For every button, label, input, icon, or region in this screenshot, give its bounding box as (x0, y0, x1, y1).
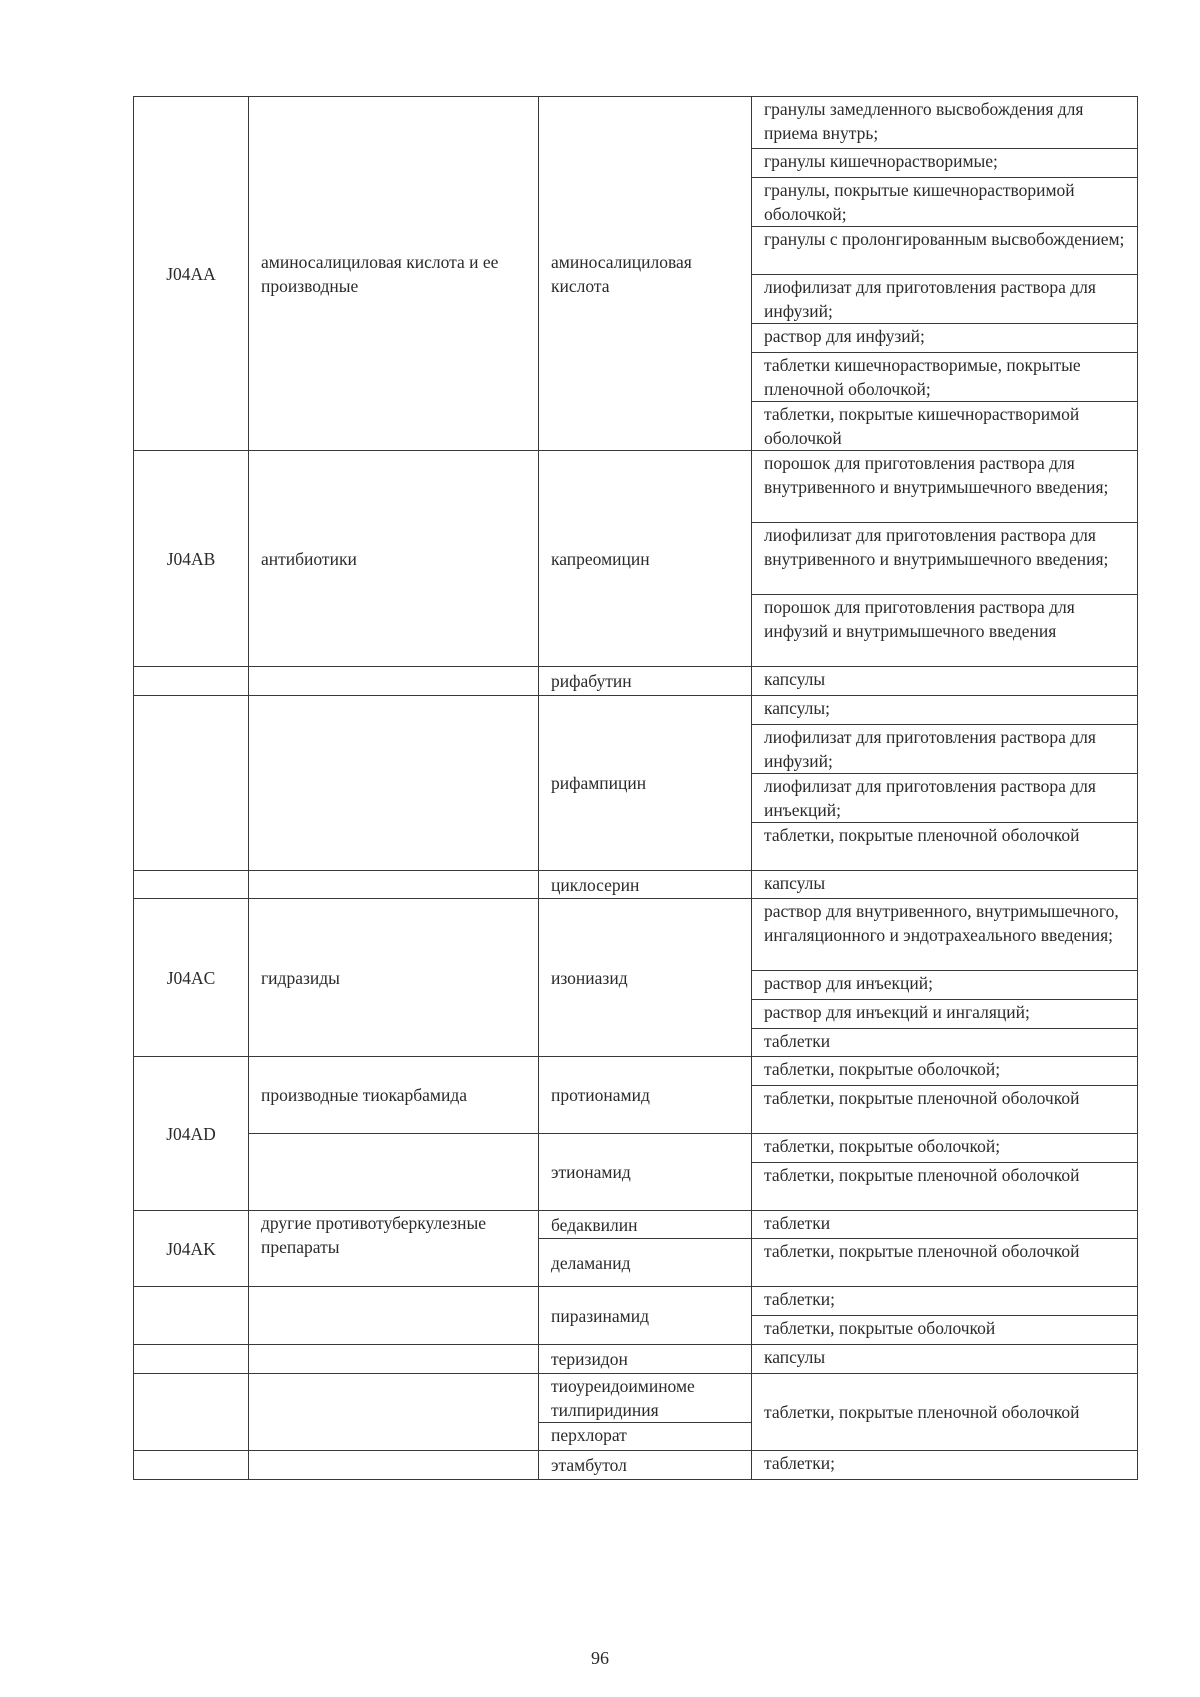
group-name (249, 1374, 539, 1451)
dosage-form: капсулы (752, 1345, 1138, 1374)
group-name: гидразиды (249, 899, 539, 1057)
dosage-form: порошок для приготовления раствора для внутривенного и внутримышечного введения; (752, 451, 1138, 523)
drug-name: изониазид (539, 899, 752, 1057)
dosage-form: таблетки кишечнорастворимые, покрытые пленочной оболочкой; (752, 353, 1138, 402)
drug-name: бедаквилин (539, 1211, 752, 1239)
drug-name: рифабутин (539, 667, 752, 696)
dosage-form: капсулы; (752, 696, 1138, 725)
dosage-form: раствор для инъекций и ингаляций; (752, 1000, 1138, 1029)
dosage-form: гранулы кишечнорастворимые; (752, 149, 1138, 178)
drug-name: аминосалициловая кислота (539, 97, 752, 451)
dosage-form: таблетки; (752, 1287, 1138, 1316)
page-number: 96 (591, 1648, 609, 1668)
drug-name: рифампицин (539, 696, 752, 871)
dosage-form: таблетки (752, 1029, 1138, 1057)
dosage-form: лиофилизат для приготовления раствора для внутривенного и внутримышечного введения; (752, 523, 1138, 595)
group-name: антибиотики (249, 451, 539, 667)
dosage-form: гранулы, покрытые кишечнорастворимой оболочкой; (752, 178, 1138, 227)
drug-name-part-1: тиоуреидоиминоме тилпиридиния (539, 1374, 752, 1423)
dosage-form: таблетки, покрытые оболочкой; (752, 1134, 1138, 1163)
group-name: другие противотуберкулезные препараты (249, 1211, 539, 1287)
atc-code (134, 1374, 249, 1451)
group-name (249, 667, 539, 696)
atc-code (134, 871, 249, 899)
dosage-form: таблетки, покрытые пленочной оболочкой (752, 1374, 1138, 1451)
atc-code (134, 1451, 249, 1480)
dosage-form: таблетки, покрытые пленочной оболочкой (752, 823, 1138, 871)
group-name (249, 696, 539, 871)
atc-code: J04AD (134, 1057, 249, 1211)
drug-name: протионамид (539, 1057, 752, 1134)
drug-name: теризидон (539, 1345, 752, 1374)
atc-code: J04AA (134, 97, 249, 451)
dosage-form: таблетки (752, 1211, 1138, 1239)
drug-name: капреомицин (539, 451, 752, 667)
dosage-form: гранулы с пролонгированным высвобождением; (752, 227, 1138, 275)
dosage-form: раствор для инъекций; (752, 971, 1138, 1000)
atc-code (134, 667, 249, 696)
group-name (249, 1287, 539, 1345)
drug-table (133, 96, 1138, 1480)
dosage-form: лиофилизат для приготовления раствора для инъекций; (752, 774, 1138, 823)
dosage-form: лиофилизат для приготовления раствора для инфузий; (752, 275, 1138, 324)
group-name (249, 1345, 539, 1374)
dosage-form: таблетки; (752, 1451, 1138, 1480)
dosage-form: капсулы (752, 871, 1138, 899)
dosage-form: гранулы замедленного высвобождения для приема внутрь; (752, 97, 1138, 149)
dosage-form: таблетки, покрытые пленочной оболочкой (752, 1163, 1138, 1211)
dosage-form: раствор для инфузий; (752, 324, 1138, 353)
drug-name: этионамид (539, 1134, 752, 1211)
atc-code: J04AB (134, 451, 249, 667)
atc-code (134, 1287, 249, 1345)
drug-name: пиразинамид (539, 1287, 752, 1345)
dosage-form: таблетки, покрытые пленочной оболочкой (752, 1086, 1138, 1134)
drug-name: деламанид (539, 1239, 752, 1287)
drug-name: циклосерин (539, 871, 752, 899)
drug-name: этамбутол (539, 1451, 752, 1480)
atc-code: J04AC (134, 899, 249, 1057)
group-name (249, 1134, 539, 1211)
atc-code: J04AK (134, 1211, 249, 1287)
drug-name-part-2: перхлорат (539, 1423, 752, 1451)
dosage-form: таблетки, покрытые оболочкой (752, 1316, 1138, 1345)
group-name: аминосалициловая кислота и ее производные (249, 97, 539, 451)
atc-code (134, 696, 249, 871)
group-name (249, 1451, 539, 1480)
dosage-form: таблетки, покрытые оболочкой; (752, 1057, 1138, 1086)
dosage-form: капсулы (752, 667, 1138, 696)
dosage-form: порошок для приготовления раствора для инфузий и внутримышечного введения (752, 595, 1138, 667)
group-name (249, 871, 539, 899)
atc-code (134, 1345, 249, 1374)
dosage-form: таблетки, покрытые кишечнорастворимой оболочкой (752, 402, 1138, 451)
dosage-form: таблетки, покрытые пленочной оболочкой (752, 1239, 1138, 1287)
dosage-form: раствор для внутривенного, внутримышечного, ингаляционного и эндотрахеального введения; (752, 899, 1138, 971)
dosage-form: лиофилизат для приготовления раствора для инфузий; (752, 725, 1138, 774)
group-name: производные тиокарбамида (249, 1057, 539, 1134)
